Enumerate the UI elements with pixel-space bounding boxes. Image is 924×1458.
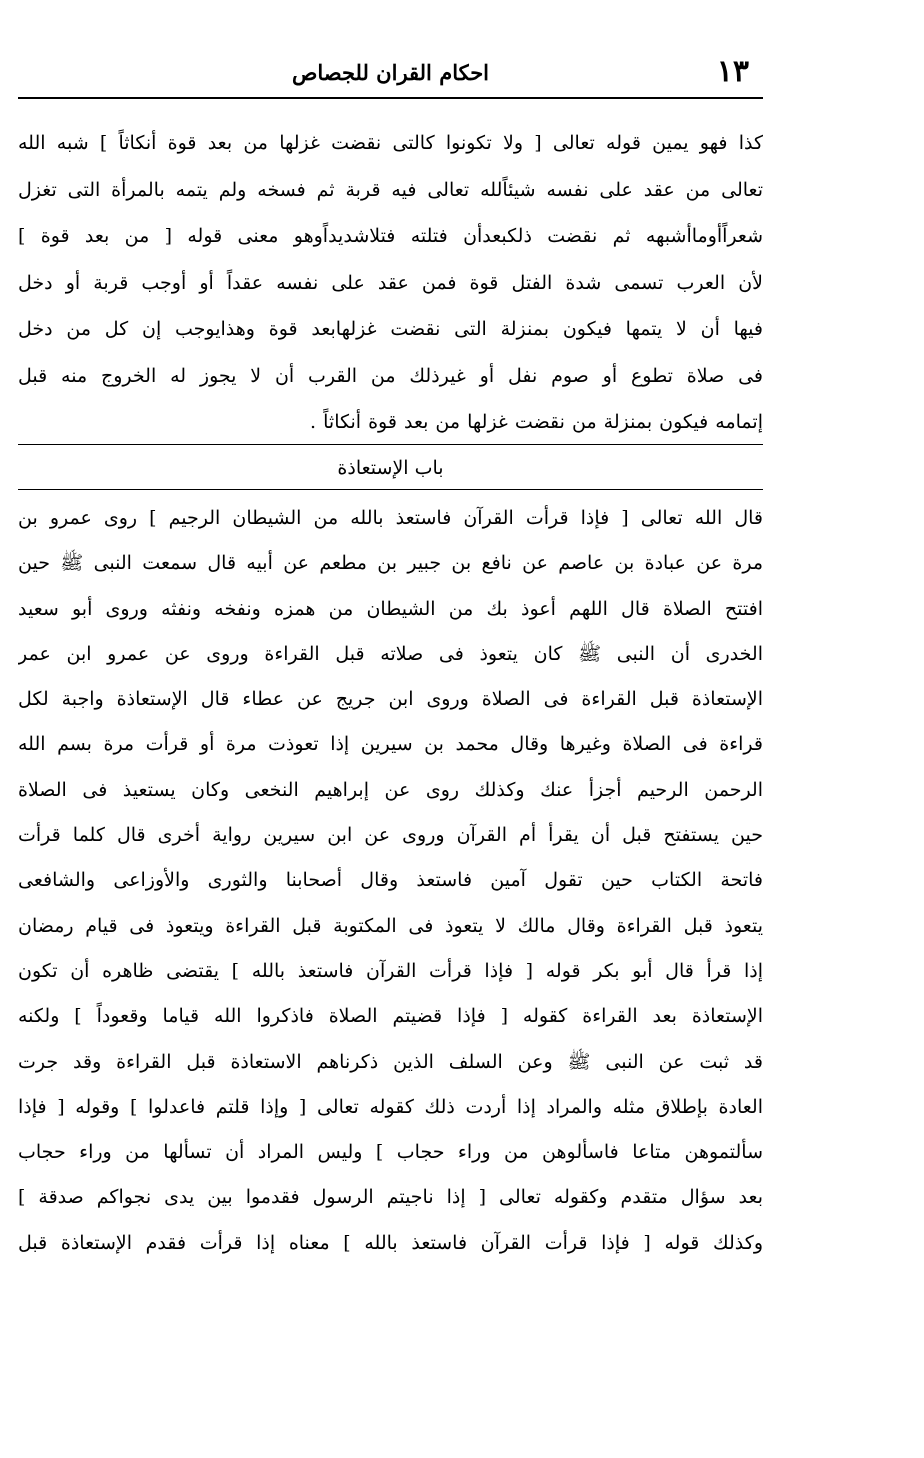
text-line: بعد سؤال متقدم وكقوله تعالى [ إذا ناجيتم الرسول فقدموا بين يدى نجواكم صدقة ] [18, 1186, 763, 1209]
text-line: الإستعاذة قبل القراءة فى الصلاة وروى ابن جريج عن عطاء قال الإستعاذة واجبة لكل [18, 688, 763, 711]
text-line: الرحمن الرحيم أجزأ عنك وكذلك روى عن إبراهيم النخعى وكان يستعيذ فى الصلاة [18, 778, 763, 801]
text-line: سألتموهن متاعا فاسألوهن من وراء حجاب ] وليس المراد أن تسألها من وراء حجاب [18, 1141, 763, 1164]
text-line: الإستعاذة بعد القراءة كقوله [ فإذا قضيتم الصلاة فاذكروا الله قياما وقعوداً ] ولكنه [18, 1005, 763, 1028]
text-line: كذا فهو يمين قوله تعالى [ ولا تكونوا كالتى نقضت غزلها من بعد قوة أنكاثاً ] شبه الله [18, 132, 763, 154]
section-top-rule [18, 444, 763, 445]
text-line: مرة عن عبادة بن عاصم عن نافع بن جبير بن مطعم عن أبيه قال سمعت النبى ﷺ حين [18, 552, 763, 575]
text-line: العادة بإطلاق مثله والمراد إذا أردت ذلك كقوله تعالى [ وإذا قلتم فاعدلوا ] وقوله [ فإذا [18, 1095, 763, 1118]
text-line: شعراًأوماأشبهه ثم نقضت ذلكبعدأن فتلته فتلاشديداًوهو معنى قوله [ من بعد قوة ] [18, 225, 763, 247]
text-line: قد ثبت عن النبى ﷺ وعن السلف الذين ذكرناهم الاستعاذة قبل القراءة وقد جرت [18, 1050, 763, 1073]
text-line: فيها أن لا يتمها فيكون بمنزلة التى نقضت غزلهابعد قوة وهذايوجب إن كل من دخل [18, 318, 763, 340]
text-line: فاتحة الكتاب حين تقول آمين فاستعذ وقال أصحابنا والثورى والأوزاعى والشافعى [18, 869, 763, 892]
text-line: حين يستفتح قبل أن يقرأ أم القرآن وروى عن ابن سيرين رواية أخرى قال كلما قرأت [18, 824, 763, 847]
page-header [18, 50, 763, 96]
text-line: إتمامه فيكون بمنزلة من نقضت غزلها من بعد قوة أنكاثاً . [310, 411, 763, 433]
header-rule [18, 97, 763, 99]
text-line: قال الله تعالى [ فإذا قرأت القرآن فاستعذ بالله من الشيطان الرجيم ] روى عمرو بن [18, 507, 763, 529]
text-line: تعالى من عقد على نفسه شيئاًلله تعالى فيه قربة ثم فسخه ولم يتمه بالمرأة التى تغزل [18, 178, 763, 201]
running-title: احكام القران للجصاص [291, 60, 490, 85]
text-line: قراءة فى الصلاة وغيرها وقال محمد بن سيرين إذا تعوذت مرة أو قرأت مرة بسم الله [18, 733, 763, 756]
page-number: ١٣ [716, 54, 749, 89]
text-line: وكذلك قوله [ فإذا قرأت القرآن فاستعذ بالله ] معناه إذا قرأت فقدم الإستعاذة قبل [18, 1231, 763, 1254]
text-line: يتعوذ قبل القراءة وقال مالك لا يتعوذ فى المكتوبة قبل القراءة ويتعوذ فى قيام رمضان [18, 914, 763, 937]
paragraph-1 [18, 120, 763, 446]
section-bottom-rule [18, 489, 763, 490]
text-line: افتتح الصلاة قال اللهم أعوذ بك من الشيطان من همزه ونفخه ونفثه وروى أبو سعيد [18, 597, 763, 620]
text-line: فى صلاة تطوع أو صوم نفل أو غيرذلك من القرب أن لا يجوز له الخروج منه قبل [18, 364, 763, 387]
text-line: إذا قرأ قال أبو بكر قوله [ فإذا قرأت القرآن فاستعذ بالله ] يقتضى ظاهره أن تكون [18, 959, 763, 982]
text-line: الخدرى أن النبى ﷺ كان يتعوذ فى صلاته قبل القراءة وروى عن عمرو ابن عمر [18, 642, 763, 665]
section-title: باب الإستعاذة [337, 457, 444, 479]
text-line: لأن العرب تسمى شدة الفتل قوة فمن عقد على نفسه عقداً أو أوجب قربة أو دخل [18, 271, 763, 294]
section-body [18, 496, 763, 1266]
